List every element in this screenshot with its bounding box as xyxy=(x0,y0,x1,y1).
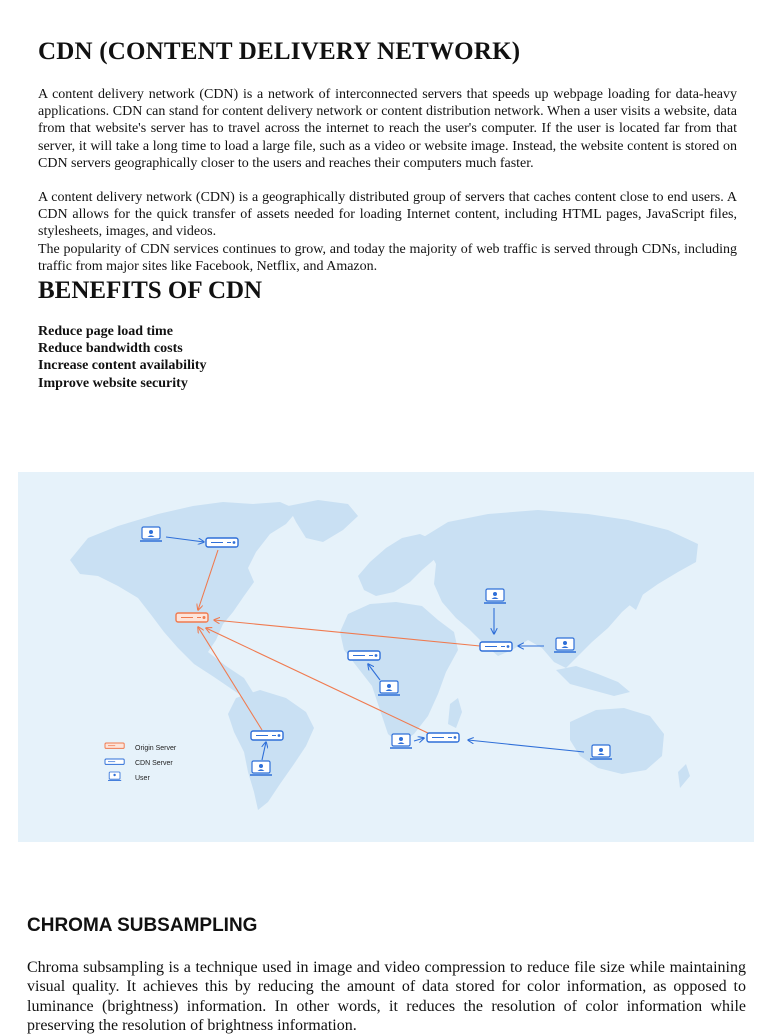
user-south-africa xyxy=(390,734,412,748)
island-madagascar xyxy=(448,698,462,728)
continent-south-america xyxy=(228,690,314,810)
continent-africa xyxy=(340,602,458,744)
connection-user-to-cdn-australia xyxy=(468,740,584,752)
continent-north-america xyxy=(70,502,298,704)
benefit-item: Increase content availability xyxy=(38,358,207,374)
legend-origin-server-label: Origin Server xyxy=(135,745,177,752)
benefit-item: Improve website security xyxy=(38,375,188,391)
benefits-list xyxy=(38,323,207,392)
cdn-server-south-africa xyxy=(427,733,459,742)
cdn-paragraph-3: The popularity of CDN services continues to grow, and today the majority of web traffic is served through CDNs, including traffic from major sites like Facebook, Netflix, and Amazon. xyxy=(38,242,737,275)
benefit-item: Reduce bandwidth costs xyxy=(38,341,183,357)
map-legend xyxy=(105,743,177,782)
chroma-paragraph: Chroma subsampling is a technique used in image and video compression to reduce file size while maintaining visual quality. It achieves this by reducing the amount of data stored for color information, as opposed to luminance (brightness) information. In other words, it reduces the resolution of color information while preserving the resolution of brightness information. xyxy=(27,959,746,1035)
user-north-america xyxy=(140,527,162,541)
benefits-title: BENEFITS OF CDN xyxy=(38,277,263,304)
cdn-world-map-diagram xyxy=(18,472,754,842)
cdn-server-north-africa xyxy=(348,651,380,660)
legend-user-label: User xyxy=(135,775,150,782)
chroma-title: CHROMA SUBSAMPLING xyxy=(27,915,258,936)
cdn-title: CDN (CONTENT DELIVERY NETWORK) xyxy=(38,38,521,65)
cdn-paragraph-2: A content delivery network (CDN) is a geographically distributed group of servers that caches content close to end users. A CDN allows for the quick transfer of assets needed for loading Internet content, including HTML pages, JavaScript files, stylesheets, images, and videos. xyxy=(38,190,737,240)
user-asia-north xyxy=(484,589,506,603)
cdn-server-south-america xyxy=(251,731,283,740)
user-australia xyxy=(590,745,612,759)
islands-southeast-asia xyxy=(556,666,630,696)
world-map-svg xyxy=(18,472,754,842)
user-south-america xyxy=(250,761,272,775)
cdn-server-asia xyxy=(480,642,512,651)
origin-server xyxy=(176,613,208,622)
cdn-paragraph-1: A content delivery network (CDN) is a network of interconnected servers that speeds up webpage loading for data-heavy applications. CDN can stand for content delivery network or content distribution network. When a user visits a website, data from that website's server has to travel across the internet to reach the user's computer. If the user is located far from that server, it will take a long time to load a large file, such as a video or website image. Instead, the website content is stored on CDN servers geographically closer to the users and reaches their computers much faster. xyxy=(38,87,737,171)
legend-cdn-server-icon xyxy=(105,759,124,764)
legend-cdn-server-label: CDN Server xyxy=(135,760,173,767)
continent-australia xyxy=(570,708,664,774)
island-new-zealand xyxy=(678,764,690,788)
legend-origin-server-icon xyxy=(105,743,124,748)
legend-user-icon xyxy=(108,772,121,780)
user-africa xyxy=(378,681,400,695)
continent-greenland xyxy=(288,500,358,542)
connection-user-to-cdn-africa-south xyxy=(414,738,424,741)
user-asia-east xyxy=(554,638,576,652)
cdn-server-north-america xyxy=(206,538,238,547)
benefit-item: Reduce page load time xyxy=(38,324,173,339)
